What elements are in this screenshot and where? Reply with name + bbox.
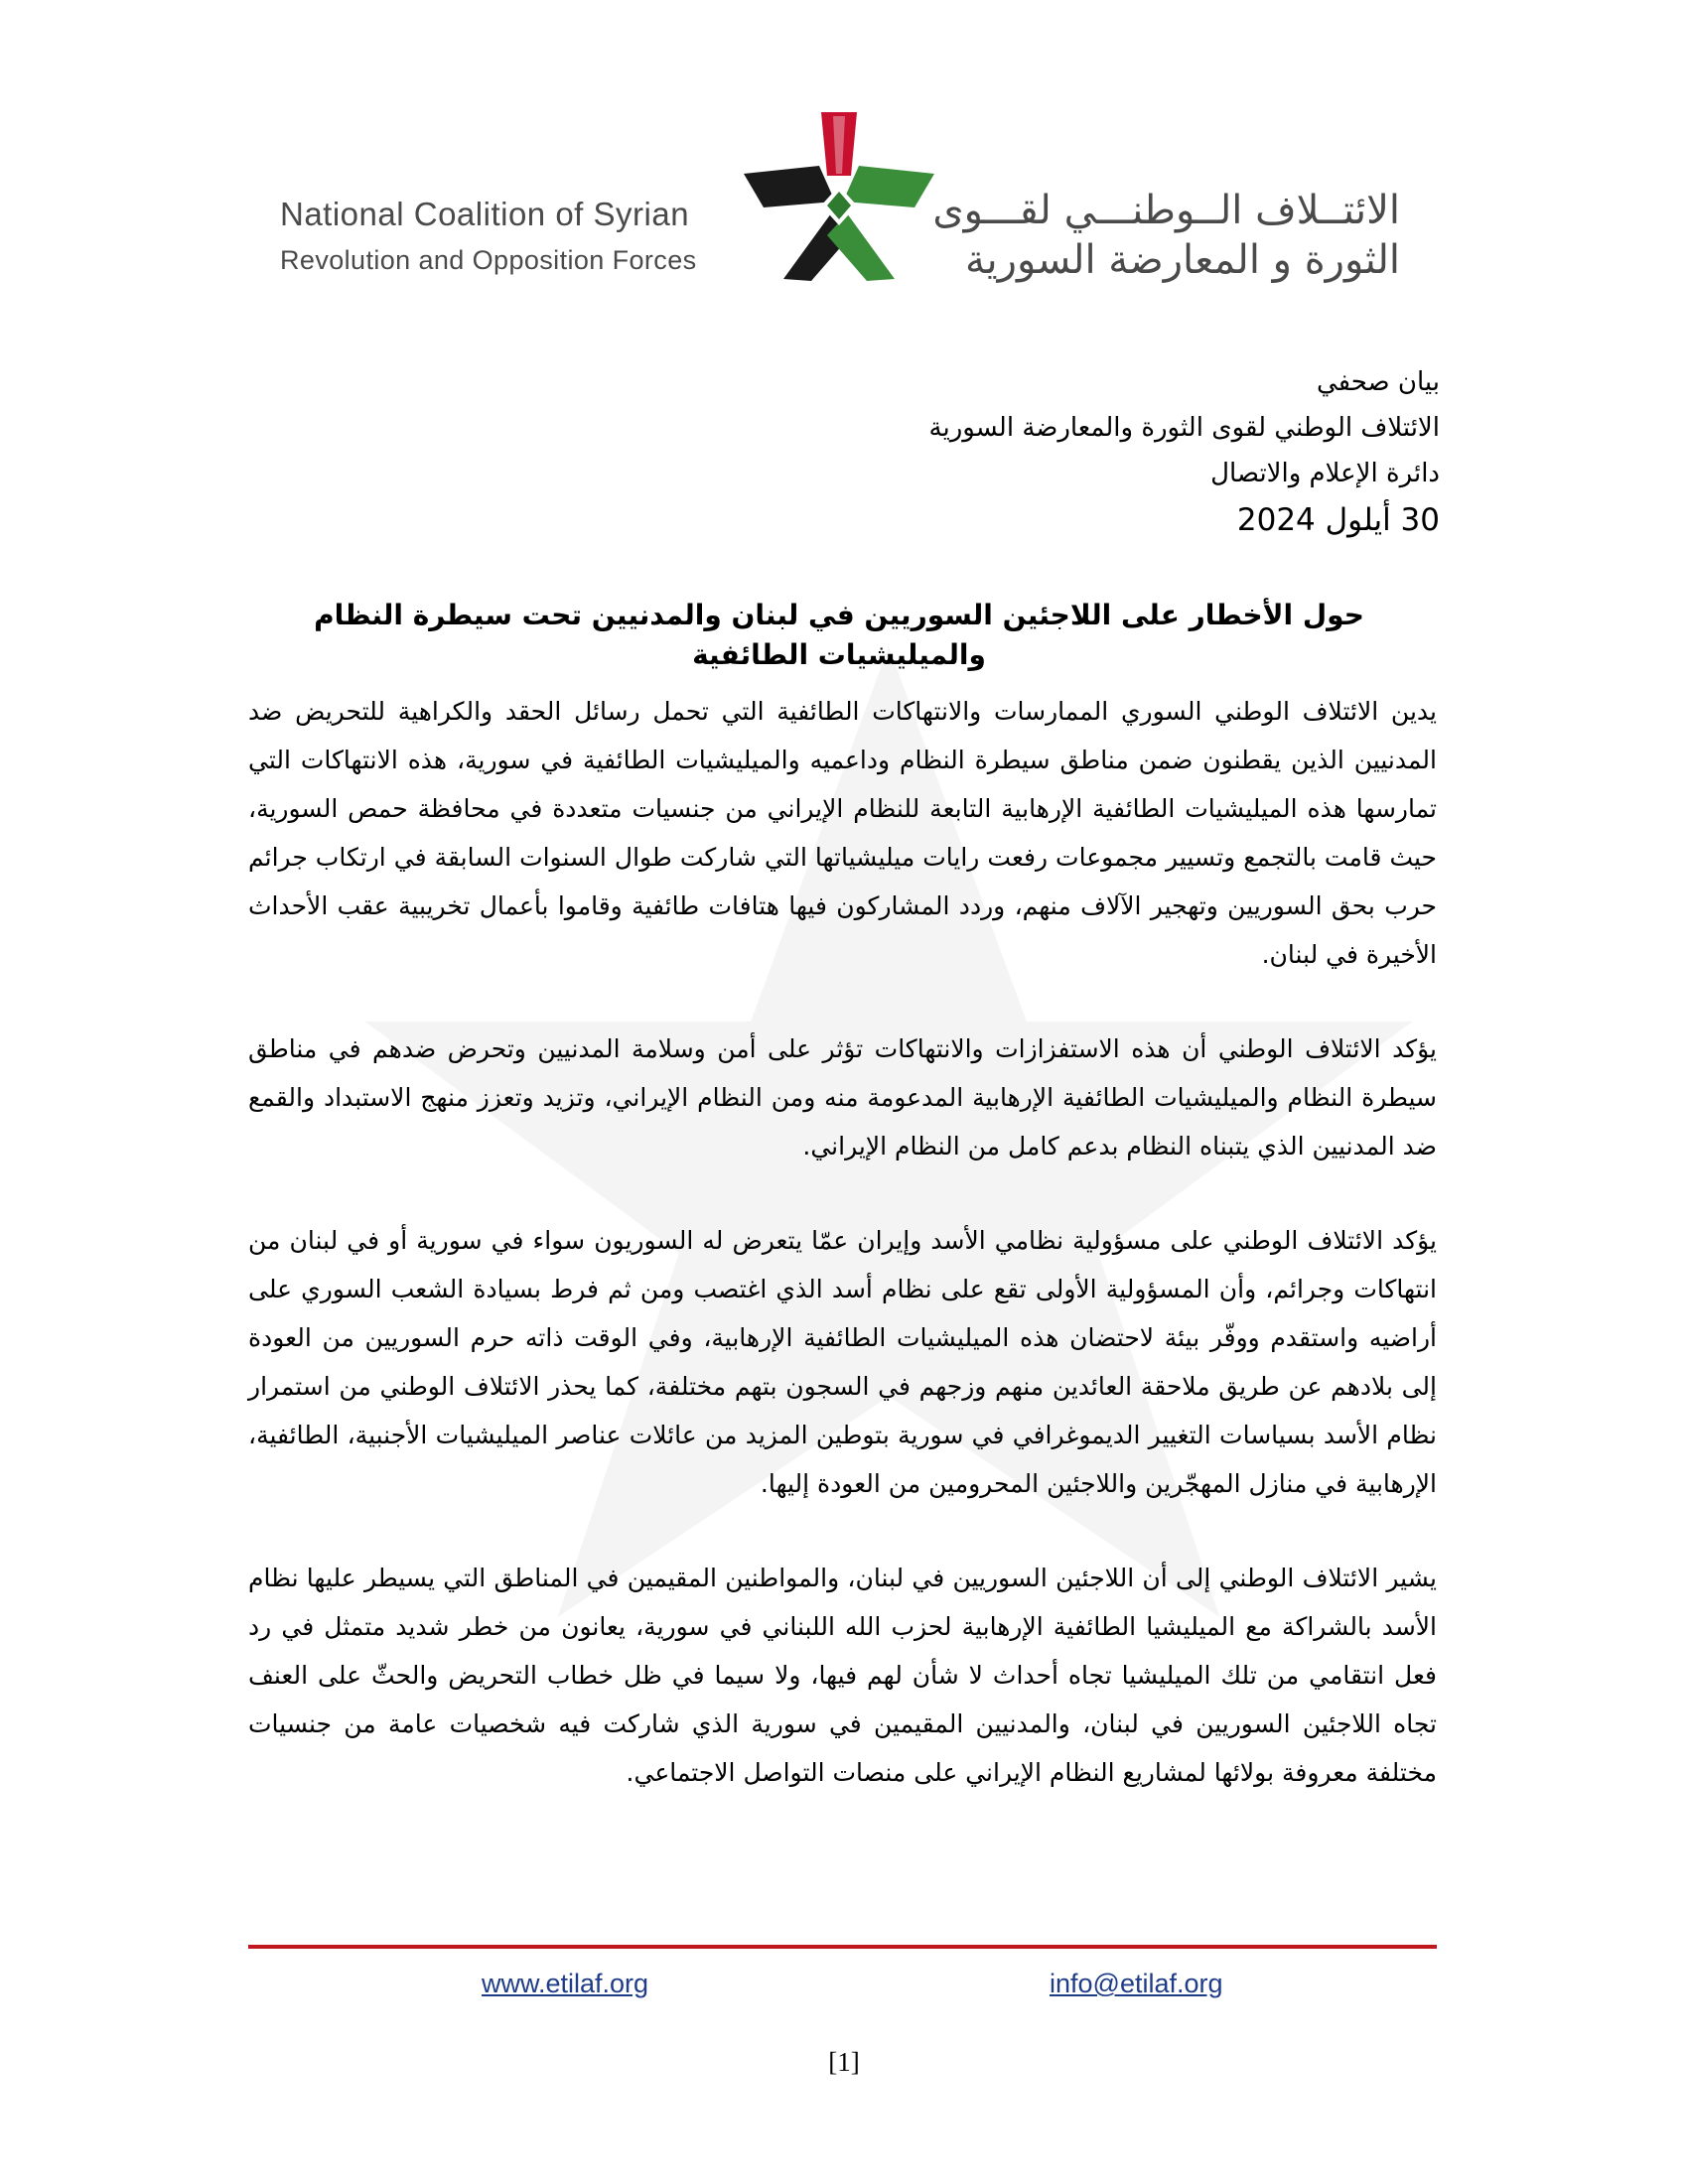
paragraph-3: يؤكد الائتلاف الوطني على مسؤولية نظامي الأسد وإيران عمّا يتعرض له السوريون سواء في سورية أو في لبنان من انتهاكات وجرائم، وأن المسؤولية الأولى تقع على نظام أسد الذي اغتصب ومن ثم فرط بسيادة الشعب السوري على أراضيه واستقدم ووفّر بيئة لاحتضان هذه الميليشيات الطائفية الإرهابية، وفي الوقت ذاته حرم السوريين من العودة إلى بلادهم عن طريق ملاحقة العائدين منهم وزجهم في السجون بتهم مختلفة، كما يحذر الائتلاف الوطني من استمرار نظام الأسد بسياسات التغيير الديموغرافي في سورية بتوطين المزيد من عائلات عناصر الميليشيات الأجنبية، الطائفية، الإرهابية في منازل المهجّرين واللاجئين المحرومين من العودة إليها. [248, 1226, 1437, 1498]
org-name-en-line1: National Coalition of Syrian [280, 196, 690, 232]
paragraph-1: يدين الائتلاف الوطني السوري الممارسات والانتهاكات الطائفية التي تحمل رسائل الحقد والكراهية للتحريض ضد المدنيين الذين يقطنون ضمن مناطق سيطرة النظام وداعميه والميليشيات الطائفية في سورية، هذه الانتهاكات التي تمارسها هذه الميليشيات الطائفية الإرهابية التابعة للنظام الإيراني من جنسيات متعددة في محافظة حمص السورية، حيث قامت بالتجمع وتسيير مجموعات رفعت رايات ميليشياتها التي شاركت طوال السنوات السابقة في ارتكاب جرائم حرب بحق السوريين وتهجير الآلاف منهم، وردد المشاركون فيها هتافات طائفية وقاموا بأعمال تخريبية عقب الأحداث الأخيرة في لبنان. [248, 697, 1437, 969]
department: دائرة الإعلام والاتصال [1210, 459, 1440, 488]
issuing-org: الائتلاف الوطني لقوى الثورة والمعارضة السورية [928, 413, 1440, 443]
statement-body [248, 687, 1437, 1843]
paragraph-4: يشير الائتلاف الوطني إلى أن اللاجئين السوريين في لبنان، والمواطنين المقيمين في المناطق التي يسيطر عليها نظام الأسد بالشراكة مع الميليشيا الطائفية الإرهابية لحزب الله اللبناني في سورية، يعانون من خطر شديد متمثل في رد فعل انتقامي من تلك الميليشيا تجاه أحداث لا شأن لهم فيها، ولا سيما في ظل خطاب التحريض والحثّ على العنف تجاه اللاجئين السوريين في لبنان، والمدنيين المقيمين في سورية الذي شاركت فيه شخصيات عامة من جنسيات مختلفة معروفة بولائها لمشاريع النظام الإيراني على منصات التواصل الاجتماعي. [248, 1564, 1437, 1787]
org-name-en [280, 192, 697, 283]
page-number: [1] [828, 2047, 860, 2077]
statement-date: 30 أيلول 2024 [1236, 502, 1440, 538]
org-name-en-line2: Revolution and Opposition Forces [280, 245, 697, 275]
org-name-ar-line2: الثورة و المعارضة السورية [965, 237, 1400, 283]
org-name-ar-line1: الائتــلاف الــوطنـــي لقـــوى [932, 188, 1400, 233]
document-type: بيان صحفي [1316, 367, 1440, 397]
website-link[interactable]: www.etilaf.org [482, 1969, 649, 1998]
statement-title: حول الأخطار على اللاجئين السوريين في لبنان والمدنيين تحت سيطرة النظام والميليشيات الطائفية [314, 599, 1364, 671]
statement-meta [929, 359, 1440, 544]
letterhead [268, 104, 1420, 283]
email-link[interactable]: info@etilaf.org [1050, 1969, 1223, 1998]
footer-divider [248, 1945, 1437, 1949]
org-name-ar [932, 186, 1400, 285]
star-logo-icon [740, 104, 938, 283]
paragraph-2: يؤكد الائتلاف الوطني أن هذه الاستفزازات والانتهاكات تؤثر على أمن وسلامة المدنيين وتحرض ضدهم في مناطق سيطرة النظام والميليشيات الطائفية الإرهابية المدعومة منه ومن النظام الإيراني، وتزيد وتعزز منهج الاستبداد والقمع ضد المدنيين الذي يتبناه النظام بدعم كامل من النظام الإيراني. [248, 1034, 1437, 1160]
